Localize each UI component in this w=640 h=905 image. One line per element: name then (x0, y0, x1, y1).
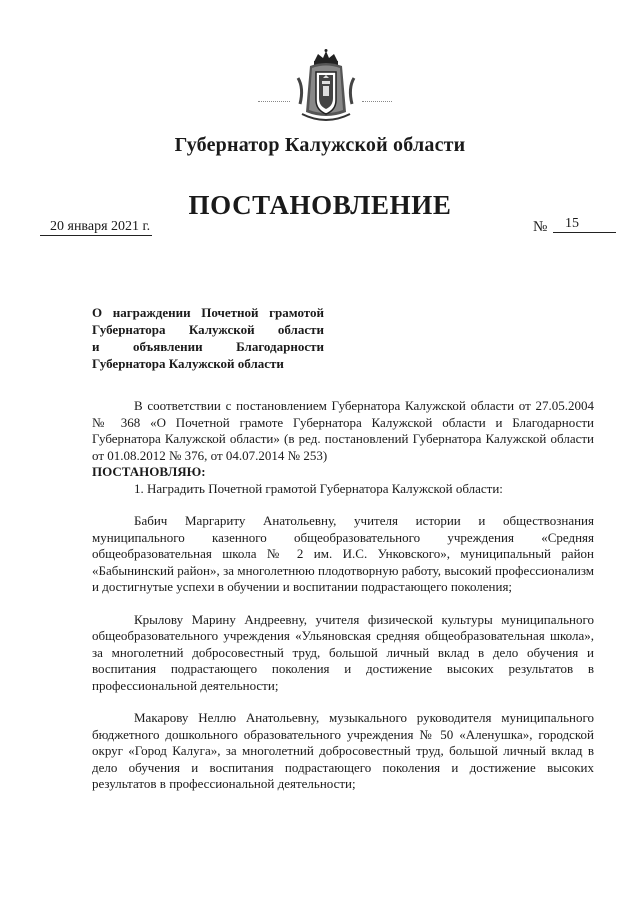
document-date: 20 января 2021 г. (40, 219, 152, 236)
document-body (92, 398, 594, 793)
awardee-paragraph: Бабич Маргариту Анатольевну, учителя истории и обществознания муниципального казенного общеобразовательного учреждения «Средняя общеобразовательная школа № 2 им. И.С. Унковского», муниципальный район «Бабынинский район», за многолетнюю плодотворную работу, высокий профессионализм и достигнутые успехи в обучении и воспитании подрастающего поколения; (92, 513, 594, 594)
subject-line: Губернатора Калужской области (92, 356, 284, 371)
number-sign: № (533, 219, 548, 235)
awardee-paragraph: Макарову Неллю Анатольевну, музыкального руководителя муниципального бюджетного дошкольного образовательного учреждения № 50 «Аленушка», городской округ «Город Калуга», за многолетний добросовестный труд, большой личный вклад в дело обучения и воспитания подрастающего поколения и достижение высоких результатов в профессиональной деятельности; (92, 710, 594, 791)
subject-line: Губернатора Калужской области (92, 322, 324, 337)
authority-title: Губернатор Калужской области (174, 134, 466, 156)
coat-of-arms-icon (290, 48, 362, 126)
document-subject (92, 304, 324, 372)
decree-word: ПОСТАНОВЛЯЮ: (92, 464, 206, 479)
emblem-dots-right (362, 101, 392, 106)
preamble-paragraph: В соответствии с постановлением Губернатора Калужской области от 27.05.2004 № 368 «О Почетной грамоте Губернатора Калужской области и Благодарности Губернатора Калужской области» (в ред. постановлений Губернатора Калужской области от 01.08.2012 № 376, от 04.07.2014 № 253) (92, 398, 594, 463)
document-type: ПОСТАНОВЛЕНИЕ (188, 190, 452, 220)
subject-line: и объявлении Благодарности (92, 339, 324, 354)
item-1: 1. Наградить Почетной грамотой Губернатора Калужской области: (134, 480, 503, 496)
document-number: 15 (553, 216, 616, 233)
awardee-paragraph: Крылову Марину Андреевну, учителя физической культуры муниципального общеобразовательного учреждения «Ульяновская средняя общеобразовательная школа», за многолетний добросовестный труд, большой личный вклад в дело обучения и воспитания подрастающего поколения и достижение высоких результатов в профессиональной деятельности; (92, 611, 594, 693)
emblem-dots-left (258, 101, 290, 106)
subject-line: О награждении Почетной грамотой (92, 305, 324, 320)
